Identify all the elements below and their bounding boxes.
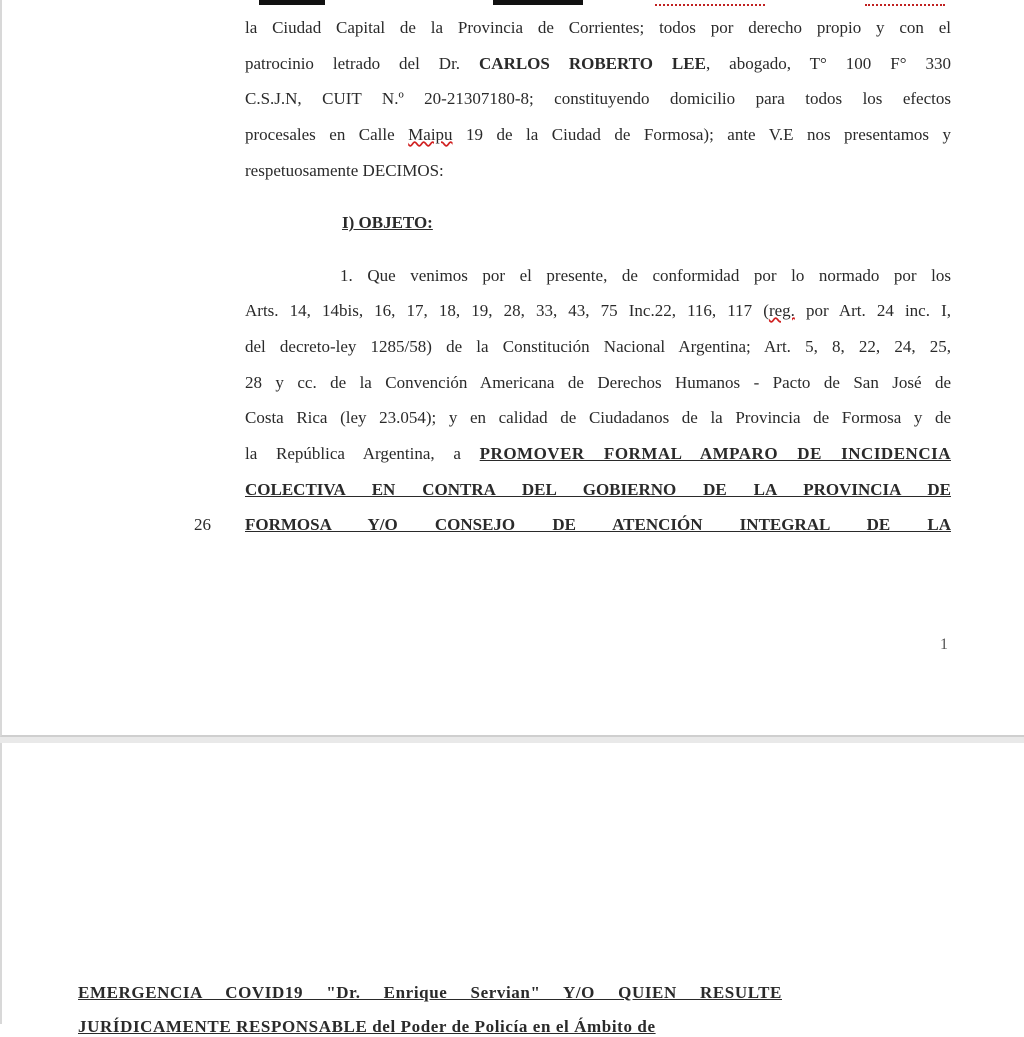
paragraph-line: la Ciudad Capital de la Provincia de Corrientes; todos por derecho propio y con el [245,18,951,37]
paragraph-line [245,301,951,321]
bold-underlined-line: EMERGENCIA COVID19 "Dr. Enrique Servian" Y/O QUIEN RESULTE [78,983,782,1002]
paragraph-line [245,125,951,145]
text-span: Arts. 14, 14bis, 16, 17, 18, 19, 28, 33, 43, 75 Inc.22, 116, 117 ( [245,301,769,320]
paragraph-line: 1. Que venimos por el presente, de conformidad por lo normado por los [340,266,951,285]
bold-underlined-line: JURÍDICAMENTE RESPONSABLE del Poder de Policía en el Ámbito de [78,1017,656,1036]
redaction-bar [493,0,583,5]
bold-underlined-line: COLECTIVA EN CONTRA DEL GOBIERNO DE LA PROVINCIA DE [245,480,951,499]
text-span: patrocinio letrado del Dr. [245,54,480,73]
page-number: 1 [940,636,948,653]
redacted-line [245,0,951,8]
spellcheck-word: reg. [768,301,795,320]
text-span: la República Argentina, a [245,444,480,463]
paragraph-line: respetuosamente DECIMOS: [245,161,444,180]
document-page-2 [0,743,1024,1036]
redacted-red-text [865,0,945,6]
text-span: 19 de la Ciudad de Formosa); ante V.E nos presentamos y [452,125,952,144]
paragraph-line: Costa Rica (ley 23.054); y en calidad de Ciudadanos de la Provincia de Formosa y de [245,408,951,427]
paragraph-line: C.S.J.N, CUIT N.º 20-21307180-8; constituyendo domicilio para todos los efectos [245,89,951,108]
paragraph-line [245,54,951,74]
spellcheck-word: Maipu [408,125,453,144]
line-number: 26 [194,515,211,534]
section-heading: I) OBJETO: [342,213,433,232]
text-span: por Art. 24 inc. I, [794,301,951,320]
paragraph-line [245,444,951,464]
bold-underlined-line: FORMOSA Y/O CONSEJO DE ATENCIÓN INTEGRAL DE LA [245,515,951,534]
redaction-bar [259,0,325,5]
redacted-red-text [655,0,765,6]
text-span: , abogado, T° 100 F° 330 [705,54,951,73]
lawyer-name: CARLOS ROBERTO LEE [479,54,706,73]
paragraph-line: del decreto-ley 1285/58) de la Constitución Nacional Argentina; Art. 5, 8, 22, 24, 25, [245,337,951,356]
text-span: procesales en Calle [245,125,409,144]
paragraph-line: 28 y cc. de la Convención Americana de Derechos Humanos - Pacto de San José de [245,373,951,392]
bold-underlined-text: PROMOVER FORMAL AMPARO DE INCIDENCIA [479,444,951,463]
